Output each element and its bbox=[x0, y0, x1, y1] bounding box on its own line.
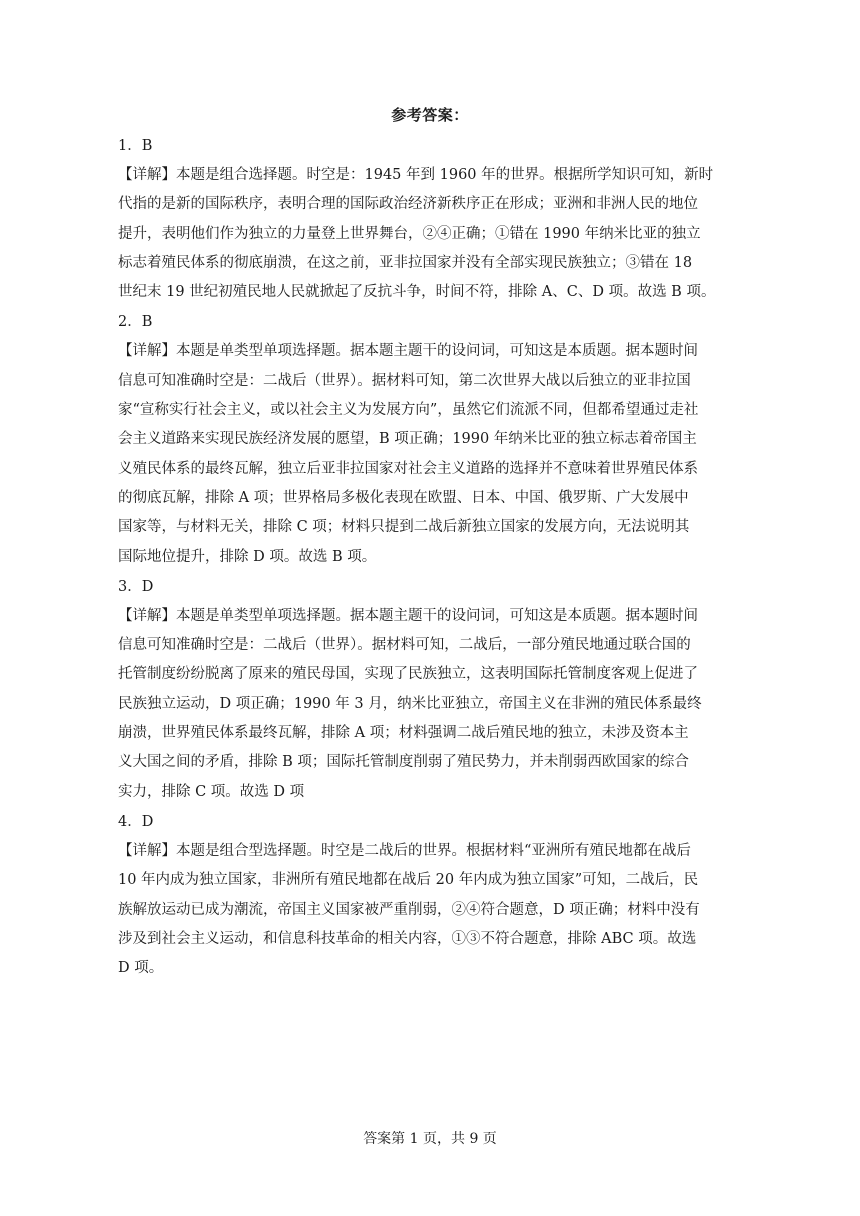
answer-line: 涉及到社会主义运动，和信息科技革命的相关内容，①③不符合题意，排除 ABC 项。故选 bbox=[118, 930, 697, 947]
answer-line: 【详解】本题是单类型单项选择题。据本题主题干的设问词，可知这是本质题。据本题时间 bbox=[118, 607, 698, 624]
answer-number: 1．B bbox=[118, 138, 153, 154]
answer-item bbox=[118, 131, 734, 307]
answer-item bbox=[118, 307, 734, 571]
page-title: 参考答案： bbox=[391, 106, 469, 124]
answer-line: 义大国之间的矛盾，排除 B 项；国际托管制度削弱了殖民势力，并未削弱西欧国家的综合 bbox=[118, 754, 689, 771]
answer-line: 信息可知准确时空是：二战后（世界）。据材料可知，第二次世界大战以后独立的亚非拉国 bbox=[118, 372, 691, 389]
answer-number: 4．D bbox=[118, 813, 154, 830]
answer-line: 提升，表明他们作为独立的力量登上世界舞台，②④正确；①错在 1990 年纳米比亚的独立 bbox=[118, 225, 701, 242]
answer-line: 实力，排除 C 项。故选 D 项 bbox=[118, 783, 305, 800]
answer-number: 2．B bbox=[118, 314, 153, 331]
answer-line: 10 年内成为独立国家，非洲所有殖民地都在战后 20 年内成为独立国家”可知，二战后，民 bbox=[118, 872, 699, 889]
answer-line: 代指的是新的国际秩序，表明合理的国际政治经济新秩序正在形成；亚洲和非洲人民的地位 bbox=[118, 196, 698, 213]
answer-line: 国际地位提升，排除 D 项。故选 B 项。 bbox=[118, 548, 377, 565]
answer-line: 的彻底瓦解，排除 A 项；世界格局多极化表现在欧盟、日本、中国、俄罗斯、广大发展中 bbox=[118, 489, 689, 506]
answer-line: 国家等，与材料无关，排除 C 项；材料只提到二战后新独立国家的发展方向，无法说明其 bbox=[118, 519, 690, 536]
answer-item bbox=[118, 572, 734, 807]
answer-line: 标志着殖民体系的彻底崩溃，在这之前，亚非拉国家并没有全部实现民族独立；③错在 18 bbox=[118, 254, 693, 271]
answer-line: 会主义道路来实现民族经济发展的愿望，B 项正确；1990 年纳米比亚的独立标志着帝国主 bbox=[118, 431, 697, 448]
page-footer: 答案第 1 页，共 9 页 bbox=[363, 1131, 497, 1147]
answer-number: 3．D bbox=[118, 578, 154, 595]
answer-line: 义殖民体系的最终瓦解，独立后亚非拉国家对社会主义道路的选择并不意味着世界殖民体系 bbox=[118, 460, 698, 477]
answer-line: 家“宣称实行社会主义，或以社会主义为发展方向”，虽然它们流派不同，但都希望通过走社 bbox=[118, 402, 699, 419]
answer-line: 信息可知准确时空是：二战后（世界）。据材料可知，二战后，一部分殖民地通过联合国的 bbox=[118, 637, 691, 654]
answer-line: 【详解】本题是组合型选择题。时空是二战后的世界。根据材料“亚洲所有殖民地都在战后 bbox=[118, 842, 691, 859]
answer-item bbox=[118, 807, 734, 983]
answer-line: D 项。 bbox=[118, 960, 164, 977]
answer-line: 【详解】本题是单类型单项选择题。据本题主题干的设问词，可知这是本质题。据本题时间 bbox=[118, 343, 698, 360]
answer-line: 崩溃，世界殖民体系最终瓦解，排除 A 项；材料强调二战后殖民地的独立，未涉及资本主 bbox=[118, 725, 689, 742]
answer-line: 民族独立运动，D 项正确；1990 年 3 月，纳米比亚独立，帝国主义在非洲的殖民体系最终 bbox=[118, 695, 702, 712]
answer-line: 托管制度纷纷脱离了原来的殖民母国，实现了民族独立，这表明国际托管制度客观上促进了 bbox=[118, 666, 698, 683]
answer-list bbox=[118, 131, 734, 983]
answer-line: 【详解】本题是组合选择题。时空是：1945 年到 1960 年的世界。根据所学知识可知，新时 bbox=[118, 167, 714, 183]
answer-line: 族解放运动已成为潮流，帝国主义国家被严重削弱，②④符合题意，D 项正确；材料中没有 bbox=[118, 901, 700, 918]
answer-line: 世纪末 19 世纪初殖民地人民就掀起了反抗斗争，时间不符，排除 A、C、D 项。故选 B 项。 bbox=[118, 284, 716, 301]
